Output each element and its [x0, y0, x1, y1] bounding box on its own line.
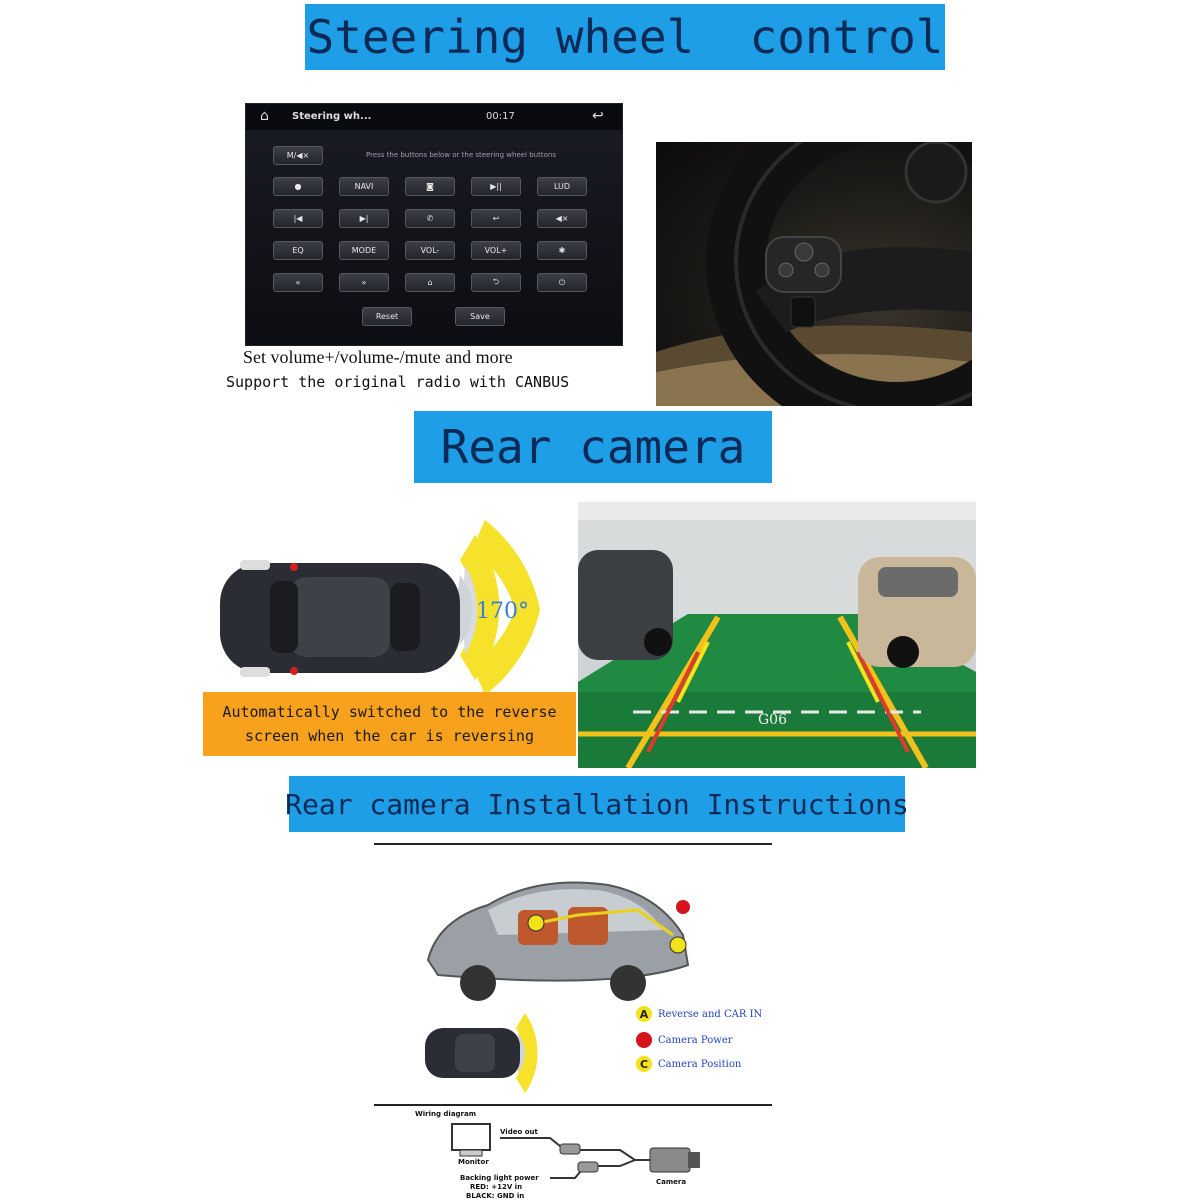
steering-section-banner: [305, 4, 945, 70]
home-icon[interactable]: ⌂: [260, 108, 269, 124]
play-pause-button[interactable]: ▶||: [471, 177, 521, 196]
parking-spot-label: G06: [758, 712, 787, 728]
viewing-angle-label: 170°: [476, 599, 529, 624]
wiring-black-wire-label: BLACK: GND in: [466, 1192, 525, 1200]
camera-coverage-small-diagram: [420, 1008, 570, 1098]
back-button[interactable]: ⮌: [471, 273, 521, 292]
mode-button[interactable]: MODE: [339, 241, 389, 260]
status-clock: 00:17: [486, 111, 515, 122]
head-unit-screen: [245, 103, 623, 346]
legend-text-b: Camera Power: [658, 1034, 733, 1046]
legend-item-a: [636, 1004, 762, 1024]
divider-top: [374, 843, 772, 845]
next-button[interactable]: ▶|: [339, 209, 389, 228]
power-button[interactable]: ⏻: [537, 273, 587, 292]
status-bar: [246, 104, 622, 130]
bluetooth-button[interactable]: ✱: [537, 241, 587, 260]
rear-camera-section-banner: [414, 411, 772, 483]
reset-button[interactable]: Reset: [362, 307, 412, 326]
wiring-camera-label: Camera: [656, 1178, 687, 1186]
volume-up-button[interactable]: VOL+: [471, 241, 521, 260]
hangup-button[interactable]: ↩: [471, 209, 521, 228]
volume-down-button[interactable]: VOL-: [405, 241, 455, 260]
camera-button[interactable]: ◙: [405, 177, 455, 196]
small-car-top-view: [420, 1008, 570, 1098]
status-title: Steering wh...: [292, 111, 372, 122]
home-button[interactable]: ⌂: [405, 273, 455, 292]
install-section-banner: [285, 776, 909, 832]
wiring-title: Wiring diagram: [415, 1110, 477, 1118]
legend-mark-b: B: [636, 1032, 652, 1048]
instruction-hint: Press the buttons below or the steering wheel buttons: [366, 151, 556, 159]
parking-camera-view-photo: [578, 502, 976, 768]
car-wiring-cutaway: [418, 865, 698, 1005]
lud-button[interactable]: LUD: [537, 177, 587, 196]
divider-bottom: [374, 1104, 772, 1106]
steering-section-title: Steering wheel control: [306, 10, 944, 64]
legend-item-c: [636, 1054, 741, 1074]
steering-button-grid: [273, 177, 595, 297]
mute-button[interactable]: ◀×: [537, 209, 587, 228]
rewind-button[interactable]: «: [273, 273, 323, 292]
steering-wheel-illustration: [656, 142, 972, 406]
legend-text-a: Reverse and CAR IN: [658, 1008, 763, 1020]
call-button[interactable]: ✆: [405, 209, 455, 228]
reverse-switch-note: [203, 692, 576, 756]
feature-caption-volume: Set volume+/volume-/mute and more: [243, 347, 513, 367]
reverse-note-line-1: Automatically switched to the reverse: [222, 703, 557, 721]
legend-text-c: Camera Position: [658, 1058, 742, 1070]
wiring-diagram-illustration: [400, 1108, 740, 1200]
wiring-diagram: [400, 1108, 740, 1200]
mute-learn-button[interactable]: M/◀×: [273, 146, 323, 165]
back-icon[interactable]: ↩: [592, 108, 604, 124]
parking-lot-illustration: [578, 502, 976, 768]
legend-item-b: [636, 1030, 733, 1050]
camera-angle-diagram: [210, 515, 580, 695]
save-button[interactable]: Save: [455, 307, 505, 326]
legend-mark-a: A: [636, 1006, 652, 1022]
feature-caption-canbus: Support the original radio with CANBUS: [226, 373, 570, 391]
fast-forward-button[interactable]: »: [339, 273, 389, 292]
car-cutaway-illustration: [418, 865, 698, 1005]
steering-wheel-photo: [656, 142, 972, 406]
wiring-monitor-label: Monitor: [458, 1158, 489, 1166]
legend-mark-c: C: [636, 1056, 652, 1072]
wiring-power-label: Backing light power: [460, 1174, 539, 1182]
reverse-note-line-2: screen when the car is reversing: [245, 727, 534, 745]
power-dot-button[interactable]: ●: [273, 177, 323, 196]
eq-button[interactable]: EQ: [273, 241, 323, 260]
wiring-video-out-label: Video out: [500, 1128, 538, 1136]
install-section-title: Rear camera Installation Instructions: [285, 787, 909, 821]
navi-button[interactable]: NAVI: [339, 177, 389, 196]
wiring-red-wire-label: RED: +12V in: [470, 1183, 523, 1191]
rear-camera-section-title: Rear camera: [440, 420, 746, 474]
previous-button[interactable]: |◀: [273, 209, 323, 228]
